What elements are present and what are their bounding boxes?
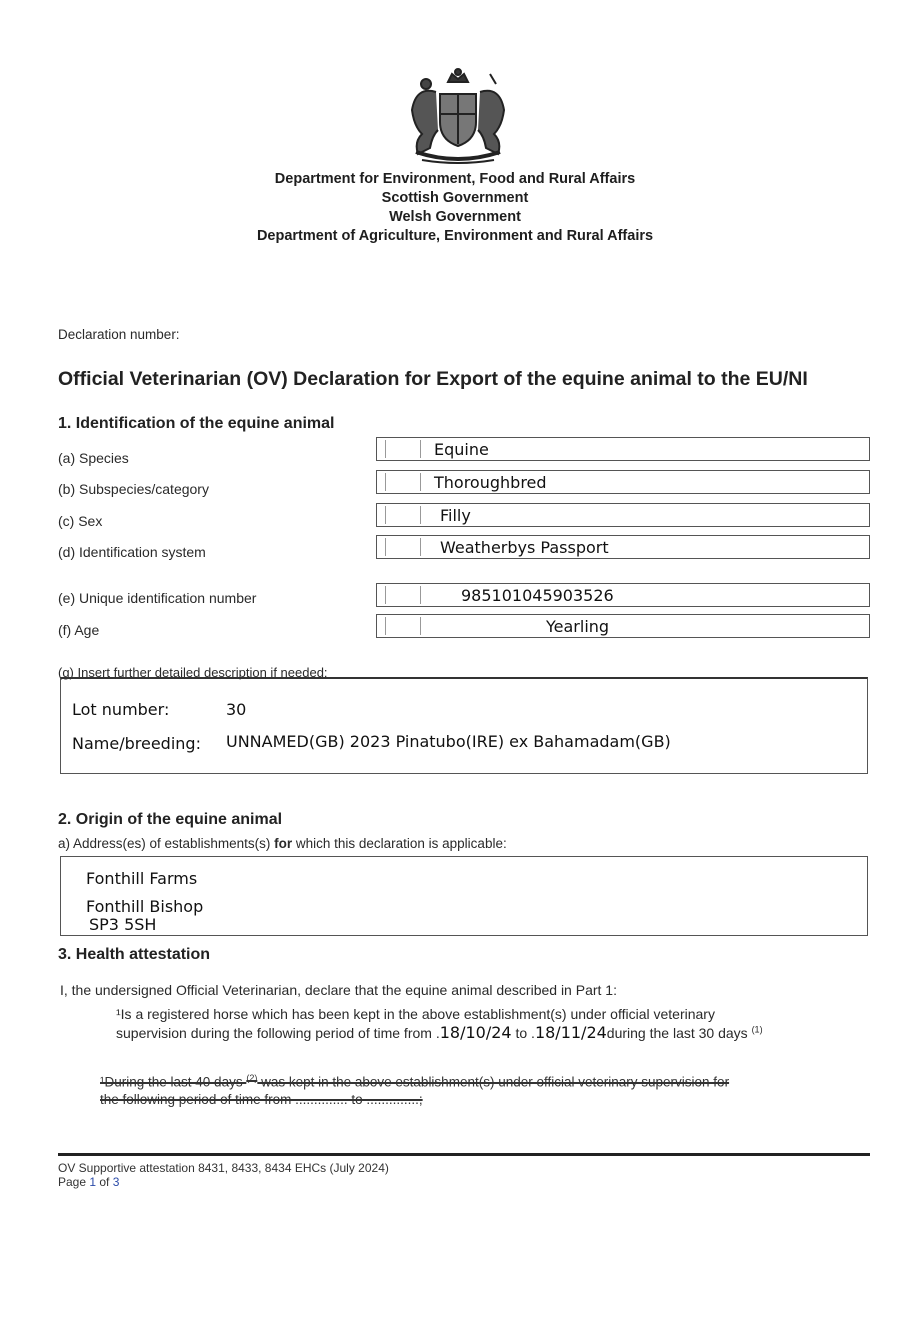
department-daera: Department of Agriculture, Environment and Rural Affairs bbox=[256, 228, 654, 244]
species-label: (a) Species bbox=[58, 450, 129, 466]
sex-field[interactable] bbox=[376, 503, 870, 527]
section3-heading: 3. Health attestation bbox=[58, 946, 211, 963]
age-label: (f) Age bbox=[58, 622, 100, 638]
footer-divider bbox=[58, 1153, 870, 1156]
section2-heading: 2. Origin of the equine animal bbox=[58, 811, 283, 828]
subspecies-label: (b) Subspecies/category bbox=[58, 481, 209, 497]
health-attestation-intro: I, the undersigned Official Veterinarian, declare that the equine animal described in Part 1: bbox=[60, 982, 617, 998]
age-value: Yearling bbox=[546, 617, 610, 636]
lot-number-label: Lot number: bbox=[72, 700, 170, 719]
unique-id-field[interactable] bbox=[376, 583, 870, 607]
further-description-box[interactable] bbox=[60, 677, 868, 774]
period-to-value: 18/11/24 bbox=[534, 1023, 607, 1042]
address-label: a) Address(es) of establishments(s) for which this declaration is applicable: bbox=[58, 836, 507, 851]
attestation-item1-line1: ¹Is a registered horse which has been kept in the above establishment(s) under official veterinary bbox=[116, 1006, 715, 1022]
species-value: Equine bbox=[434, 440, 489, 459]
attestation-item1-line2: supervision during the following period of time from .18/10/24 to .18/11/24during the last 30 days $^{(1)}$ bbox=[116, 1023, 763, 1042]
age-field[interactable] bbox=[376, 614, 870, 638]
unique-id-value: 985101045903526 bbox=[461, 586, 614, 605]
address-line-1: Fonthill Farms bbox=[86, 869, 198, 888]
identification-system-label: (d) Identification system bbox=[58, 544, 206, 560]
subspecies-field[interactable] bbox=[376, 470, 870, 494]
page-indicator: Page 1 of 3 bbox=[58, 1175, 120, 1189]
identification-system-value: Weatherbys Passport bbox=[440, 538, 609, 557]
footer-attestation-ref: OV Supportive attestation 8431, 8433, 8434 EHCs (July 2024) bbox=[58, 1161, 389, 1175]
department-welsh-government: Welsh Government bbox=[389, 209, 521, 225]
royal-coat-of-arms-icon bbox=[402, 68, 514, 166]
unique-id-label: (e) Unique identification number bbox=[58, 590, 257, 606]
further-description-label: (g) Insert further detailed description if needed: bbox=[58, 665, 328, 680]
address-line-3: SP3 5SH bbox=[89, 915, 157, 934]
attestation-item2-line2-struck: the following period of time from .............. to ..............; bbox=[100, 1092, 423, 1107]
declaration-number-label: Declaration number: bbox=[58, 327, 180, 342]
sex-label: (c) Sex bbox=[58, 513, 103, 529]
subspecies-value: Thoroughbred bbox=[434, 473, 547, 492]
attestation-item2-line1-struck: ¹During the last 40 days $^{(2)}$ was kept in the above establishment(s) under official veterinary supervision for bbox=[100, 1073, 730, 1090]
sex-value: Filly bbox=[440, 506, 471, 525]
department-scottish-government: Scottish Government bbox=[381, 190, 529, 206]
department-defra: Department for Environment, Food and Rural Affairs bbox=[274, 171, 636, 187]
lot-number-value: 30 bbox=[226, 700, 247, 719]
identification-system-field[interactable] bbox=[376, 535, 870, 559]
address-line-2: Fonthill Bishop bbox=[86, 897, 204, 916]
species-field[interactable] bbox=[376, 437, 870, 461]
name-breeding-value: UNNAMED(GB) 2023 Pinatubo(IRE) ex Bahamadam(GB) bbox=[226, 732, 671, 751]
period-from-value: 18/10/24 bbox=[439, 1023, 512, 1042]
name-breeding-label: Name/breeding: bbox=[72, 734, 201, 753]
section1-heading: 1. Identification of the equine animal bbox=[58, 415, 335, 432]
address-box[interactable] bbox=[60, 856, 868, 936]
page-title: Official Veterinarian (OV) Declaration for Export of the equine animal to the EU/NI bbox=[58, 368, 808, 390]
